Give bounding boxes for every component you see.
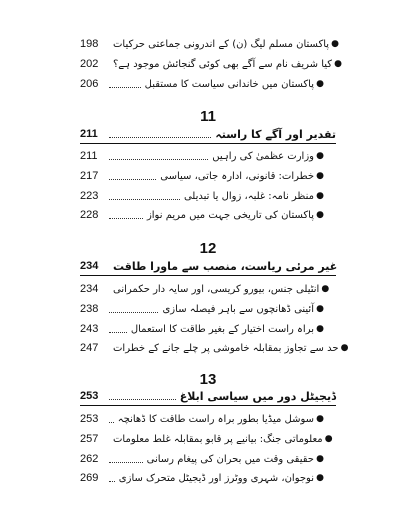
heading-title: غیر مرئی ریاست، منصب سے ماورا طاقت [113, 259, 338, 273]
bullet-icon: ● [316, 151, 324, 161]
entry-title: حد سے تجاوز بمقابلہ خاموشی پر چلے جانے کے خطرات [113, 342, 339, 354]
leader-dots [109, 179, 156, 180]
heading-page: 253 [80, 390, 99, 402]
entry-title: نوجوان، شہری ووٹرز اور ڈیجیٹل متحرک سازی [118, 472, 314, 484]
toc-entry [80, 301, 326, 317]
entry-title: خطرات: قانونی، ادارہ جاتی، سیاسی [160, 170, 314, 182]
heading-title: تقدیر اور آگے کا راستہ [215, 127, 336, 141]
entry-page: 262 [80, 453, 99, 465]
entry-title: پاکستان کی تاریخی جہت میں مریم نواز [146, 209, 314, 221]
leader-dots [109, 399, 176, 400]
toc-entry [80, 281, 330, 297]
chapter-heading [80, 126, 336, 142]
leader-dots [109, 312, 158, 313]
entry-page: 247 [80, 342, 99, 354]
entry-page: 217 [80, 170, 99, 182]
entry-title: پاکستان میں خاندانی سیاست کا مستقبل [144, 78, 314, 90]
leader-dots [109, 332, 127, 333]
toc-entry [80, 470, 326, 486]
heading-rule [80, 275, 336, 276]
bullet-icon: ● [340, 343, 349, 353]
bullet-icon: ● [316, 414, 324, 424]
entry-page: 228 [80, 209, 99, 221]
toc-entry [80, 76, 326, 92]
heading-title: ڈیجیٹل دور میں سیاسی ابلاغ [179, 389, 336, 403]
bullet-icon: ● [316, 454, 324, 464]
entry-page: 243 [80, 323, 99, 335]
bullet-icon: ● [316, 210, 324, 220]
toc-entry [80, 148, 326, 164]
leader-dots [109, 218, 143, 219]
toc-entry [80, 340, 349, 356]
bullet-icon: ● [316, 191, 324, 201]
entry-page: 211 [80, 150, 98, 162]
bullet-icon: ● [316, 171, 324, 181]
bullet-icon: ● [316, 304, 324, 314]
entry-title: وزارت عظمیٰ کی راہیں [212, 150, 314, 162]
entry-page: 206 [80, 78, 99, 90]
entry-title: معلوماتی جنگ: بیانیے پر قابو بمقابلہ غلط معلومات [113, 433, 323, 445]
entry-page: 198 [80, 38, 99, 50]
toc-entry [80, 321, 326, 337]
chapter-heading [80, 258, 336, 274]
entry-title: حقیقی وقت میں بحران کی پیغام رسانی [146, 453, 314, 465]
leader-dots [109, 199, 180, 200]
entry-title: پاکستان مسلم لیگ (ن) کے اندرونی جماعتی حرکیات [113, 38, 330, 50]
chapter-number: 11 [200, 108, 216, 125]
toc-entry [80, 451, 326, 467]
bullet-icon: ● [316, 324, 324, 334]
heading-rule [80, 405, 336, 406]
toc-entry [80, 168, 326, 184]
bullet-icon: ● [316, 473, 324, 483]
entry-page: 238 [80, 303, 99, 315]
leader-dots [109, 159, 208, 160]
leader-dots [109, 422, 114, 423]
chapter-heading [80, 388, 336, 404]
entry-title: منظر نامہ: غلبہ، زوال یا تبدیلی [183, 190, 314, 202]
entry-title: کیا شریف نام سے آگے بھی کوئی گنجائش موجود ہے؟ [113, 58, 333, 70]
entry-title: آئینی ڈھانچوں سے باہر فیصلہ سازی [162, 303, 314, 315]
leader-dots [109, 137, 211, 138]
leader-dots [109, 462, 143, 463]
entry-title: انٹیلی جنس، بیورو کریسی، اور سایہ دار حکمرانی [113, 283, 320, 295]
entry-page: 234 [80, 283, 99, 295]
bullet-icon: ● [334, 59, 342, 69]
entry-page: 253 [80, 413, 99, 425]
entry-page: 257 [80, 433, 99, 445]
entry-page: 269 [80, 472, 99, 484]
toc-entry [80, 207, 326, 223]
toc-entry [80, 431, 333, 447]
toc-entry [80, 188, 326, 204]
bullet-icon: ● [321, 284, 330, 294]
chapter-number: 12 [199, 240, 217, 257]
leader-dots [109, 87, 141, 88]
bullet-icon: ● [316, 79, 324, 89]
chapter-number: 13 [199, 371, 217, 388]
entry-page: 202 [80, 58, 99, 70]
bullet-icon: ● [324, 434, 333, 444]
entry-title: سوشل میڈیا بطور براہ راست طاقت کا ڈھانچہ [117, 413, 314, 425]
entry-title: براہ راست اختیار کے بغیر طاقت کا استعمال [130, 323, 314, 335]
heading-rule [80, 143, 336, 144]
heading-page: 211 [80, 128, 98, 140]
toc-entry [80, 411, 326, 427]
toc-entry [80, 56, 342, 72]
leader-dots [109, 481, 115, 482]
bullet-icon: ● [331, 39, 339, 49]
toc-entry [80, 36, 339, 52]
heading-page: 234 [80, 260, 99, 272]
entry-page: 223 [80, 190, 99, 202]
